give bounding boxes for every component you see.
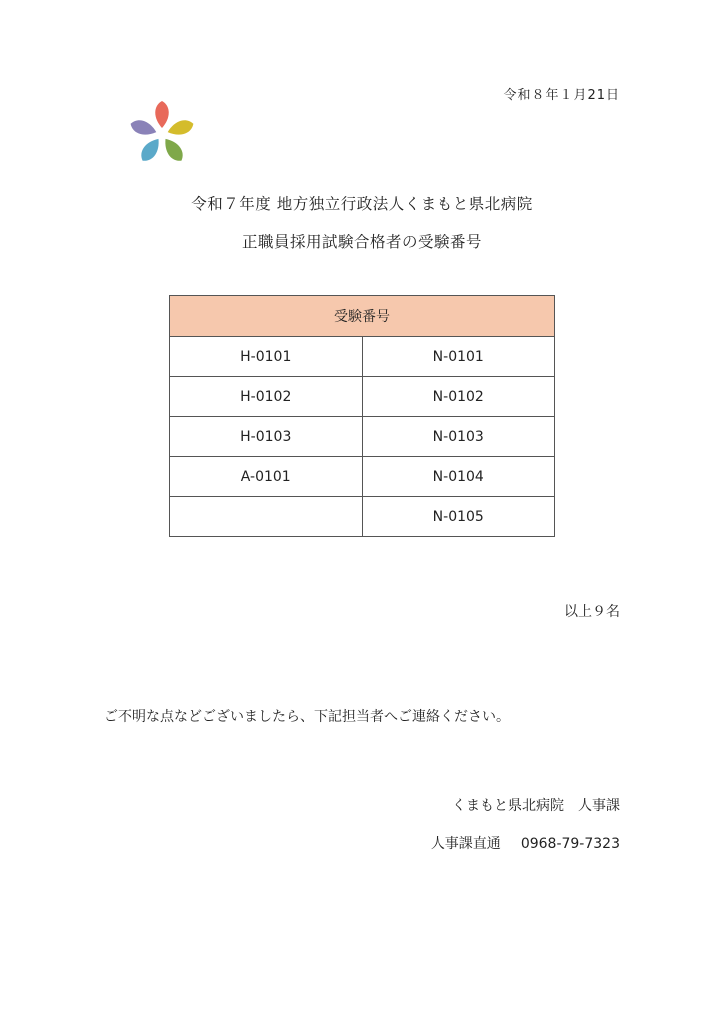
table-row	[170, 497, 555, 537]
table-row	[170, 457, 555, 497]
total-count: 以上９名	[564, 604, 620, 620]
table-cell: H-0102	[170, 377, 363, 417]
table-header: 受験番号	[170, 296, 555, 337]
table-row	[170, 337, 555, 377]
exam-number-table	[169, 295, 555, 537]
table-row	[170, 417, 555, 457]
flower-logo-icon	[124, 98, 200, 168]
table-header-row	[170, 296, 555, 337]
table-cell: N-0103	[362, 417, 555, 457]
document-subtitle: 正職員採用試験合格者の受験番号	[241, 233, 482, 251]
table-cell: N-0104	[362, 457, 555, 497]
table-cell: N-0101	[362, 337, 555, 377]
table-cell: H-0103	[170, 417, 363, 457]
contact-notice: ご不明な点などございましたら、下記担当者へご連絡ください。	[104, 709, 510, 725]
table-cell: N-0102	[362, 377, 555, 417]
document-title: 令和７年度 地方独立行政法人くまもと県北病院	[191, 195, 533, 213]
phone-label: 人事課直通	[430, 836, 501, 852]
table-cell: A-0101	[170, 457, 363, 497]
phone-number: 0968-79-7323	[520, 836, 620, 852]
table-cell	[170, 497, 363, 537]
document-date: 令和８年１月21日	[503, 88, 620, 103]
hospital-logo	[124, 98, 200, 168]
contact-department: くまもと県北病院 人事課	[452, 798, 620, 814]
contact-phone-line	[431, 833, 620, 853]
table-cell: N-0105	[362, 497, 555, 537]
table-cell: H-0101	[170, 337, 363, 377]
table-row	[170, 377, 555, 417]
